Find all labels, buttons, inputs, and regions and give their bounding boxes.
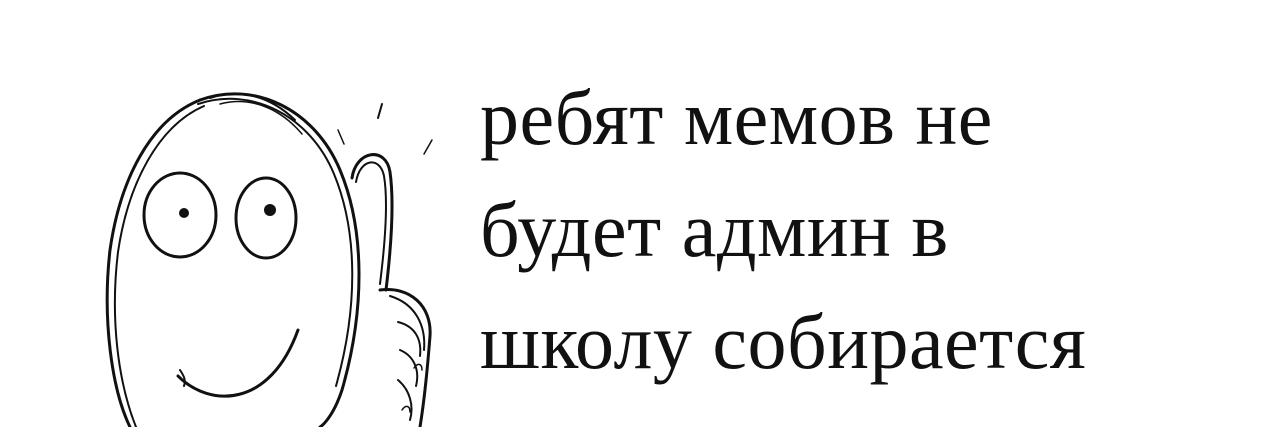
caption-line: ребят мемов не (480, 74, 993, 161)
head-outline (200, 94, 359, 427)
caption-line: школу собирается (480, 298, 1087, 385)
caption-line: будет админ в (480, 186, 949, 273)
meme-caption (480, 62, 1260, 398)
thumbs-up-face-icon (80, 60, 460, 427)
right-eye (236, 178, 296, 258)
smile-mouth (178, 330, 298, 396)
